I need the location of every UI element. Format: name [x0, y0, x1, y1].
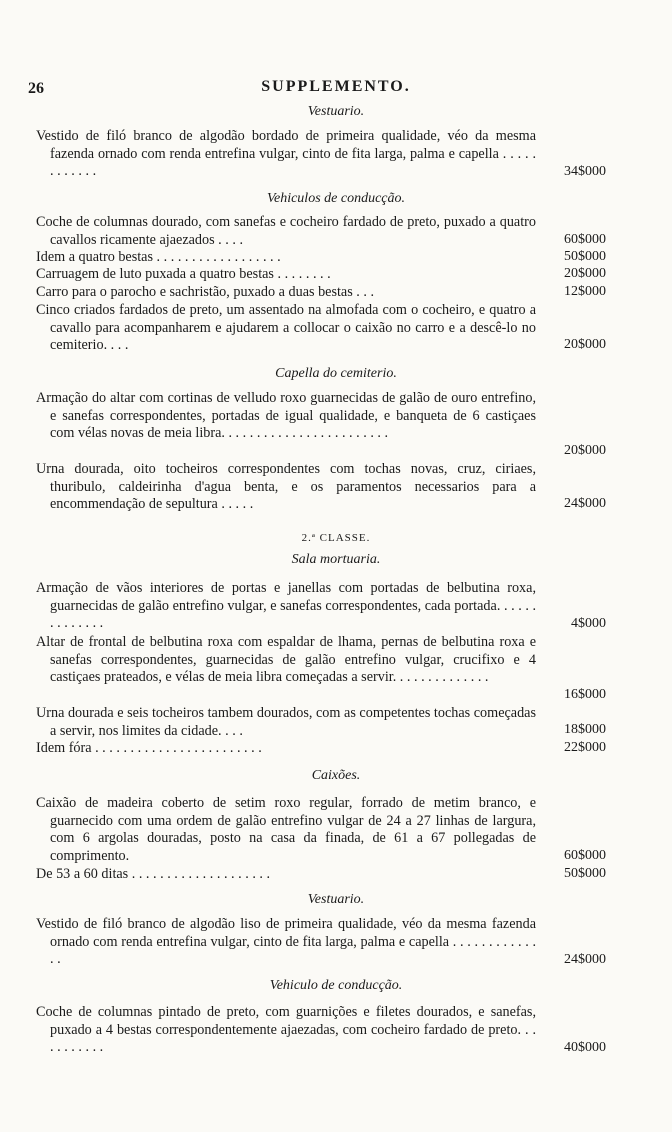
list-item — [36, 266, 536, 284]
item-price: 60$000 — [564, 848, 606, 863]
list-item — [36, 705, 536, 740]
item-price: 34$000 — [564, 164, 606, 179]
list-item — [36, 249, 536, 267]
list-item — [36, 461, 536, 514]
list-item — [36, 284, 536, 302]
item-price: 16$000 — [564, 687, 606, 702]
item-price: 20$000 — [564, 443, 606, 458]
item-text: Urna dourada, oito tocheiros correspondentes com tochas novas, cruz, ciriaes, thuribulo, caldeirinha d'agua benta, e os paramentos necessarios para a encommendação de sepultura . . . . . — [36, 461, 536, 513]
section-heading: Vehiculo de conducção. — [269, 978, 403, 993]
item-price: 50$000 — [564, 249, 606, 264]
item-price: 50$000 — [564, 866, 606, 881]
item-price: 60$000 — [564, 232, 606, 247]
section-heading: Vestuario. — [307, 892, 365, 907]
item-text: Carruagem de luto puxada a quatro bestas . . . . . . . . — [36, 266, 331, 282]
list-item — [36, 580, 536, 633]
list-item — [36, 740, 536, 758]
list-item — [36, 214, 536, 249]
item-price: 18$000 — [564, 722, 606, 737]
item-price: 40$000 — [564, 1040, 606, 1055]
item-price: 12$000 — [564, 284, 606, 299]
item-text: Coche de columnas pintado de preto, com guarnições e filetes dourados, e sanefas, puxado a 4 bestas correspondentemente ajaezadas, com cocheiro fardado de preto. . . . . . . . . . . — [36, 1004, 536, 1056]
item-text: Cinco criados fardados de preto, um assentado na almofada com o cocheiro, e quatro a cavallo para acompanharem e ajudarem a collocar o caixão no carro e a descê-lo no cemiterio. . . . — [36, 302, 536, 354]
item-text: De 53 a 60 ditas . . . . . . . . . . . . . . . . . . . . — [36, 866, 271, 882]
list-item — [36, 634, 536, 687]
section-heading: Sala mortuaria. — [291, 552, 381, 567]
item-text: Idem a quatro bestas . . . . . . . . . . . . . . . . . . — [36, 249, 281, 265]
section-heading: Caixões. — [311, 768, 361, 783]
section-heading: Vehiculos de conducção. — [266, 191, 405, 206]
item-text: Altar de frontal de belbutina roxa com espaldar de lhama, pernas de belbutina roxa e sanefas correspondentes, guarnecidas de galão entrefino vulgar, crucifixo e 4 castiçaes prateados, e vélas de meia libra começadas a servir. . . . . . . . . . . . . . — [36, 634, 536, 686]
list-item — [36, 795, 536, 865]
item-text: Armação de vãos interiores de portas e janellas com portadas de belbutina roxa, guarnecidas de galão entrefino vulgar, e sanefas correspondentes, cada portada. . . . . . . . . . . . . . — [36, 580, 536, 632]
item-text: Vestido de filó branco de algodão bordado de primeira qualidade, véo da mesma fazenda ornado com renda entrefina vulgar, cinto de fita larga, palma e capella . . . . . . . . . . . . — [36, 128, 536, 180]
list-item — [36, 390, 536, 443]
item-text: Coche de columnas dourado, com sanefas e cocheiro fardado de preto, puxado a quatro cavallos ricamente ajaezados . . . . — [36, 214, 536, 248]
item-price: 20$000 — [564, 337, 606, 352]
item-text: Armação do altar com cortinas de velludo roxo guarnecidas de galão de ouro entrefino, e sanefas correspondentes, portadas de igual qualidade, e banqueta de 6 castiçaes com vélas novas de meia libra. . . . . . . . . . . . . . . . . . . . . . . . — [36, 390, 536, 442]
item-text: Vestido de filó branco de algodão liso de primeira qualidade, véo da mesma fazenda ornado com renda entrefina vulgar, cinto de fita larga, palma e capella . . . . . . . . . . . . . . — [36, 916, 536, 968]
item-price: 20$000 — [564, 266, 606, 281]
list-item — [36, 1004, 536, 1057]
item-price: 4$000 — [571, 616, 606, 631]
section-heading: Capella do cemiterio. — [275, 366, 397, 381]
list-item — [36, 866, 536, 884]
item-text: Urna dourada e seis tocheiros tambem dourados, com as competentes tochas começadas a servir, nos limites da cidade. . . . — [36, 705, 536, 739]
item-price: 24$000 — [564, 952, 606, 967]
item-text: Idem fóra . . . . . . . . . . . . . . . . . . . . . . . . — [36, 740, 262, 756]
item-text: Caixão de madeira coberto de setim roxo regular, forrado de metim branco, e guarnecido com uma ordem de galão entrefino vulgar de 24 a 27 linhas de largura, com 6 argolas douradas, posto na casa da finada, de 61 a 67 pollegadas de comprimento. — [36, 795, 536, 864]
item-price: 24$000 — [564, 496, 606, 511]
item-text: Carro para o parocho e sachristão, puxado a duas bestas . . . — [36, 284, 375, 300]
list-item — [36, 128, 536, 181]
section-heading: Vestuario. — [307, 104, 365, 119]
list-item — [36, 302, 536, 355]
page-number: 26 — [28, 80, 44, 97]
item-price: 22$000 — [564, 740, 606, 755]
list-item — [36, 916, 536, 969]
running-head: SUPPLEMENTO. — [261, 78, 411, 95]
class-heading: 2.ª CLASSE. — [301, 532, 371, 544]
